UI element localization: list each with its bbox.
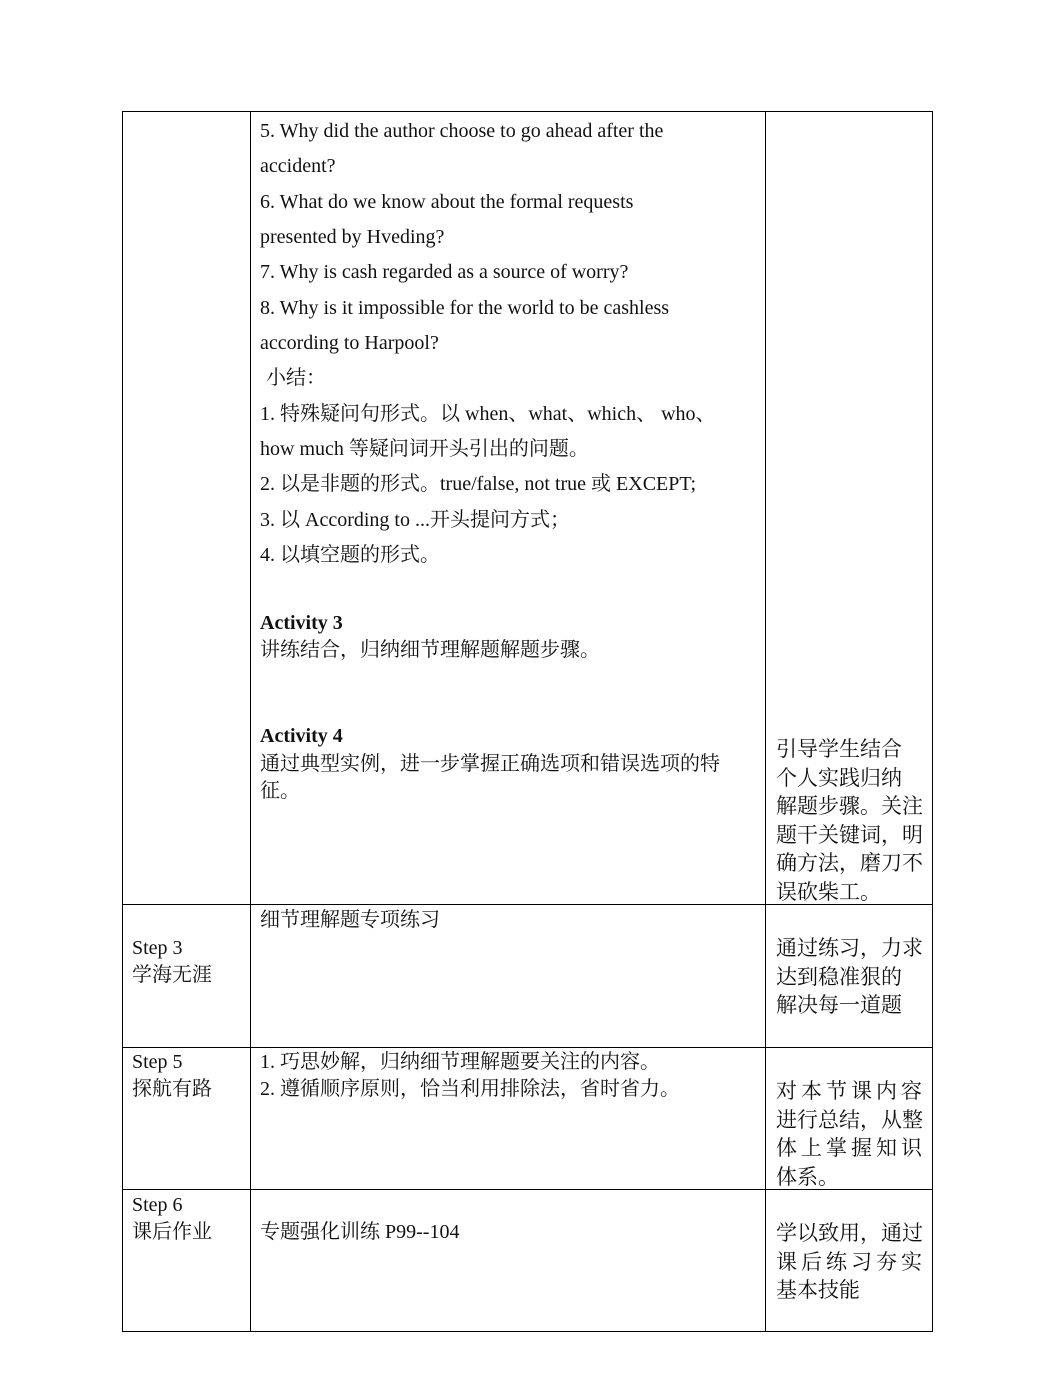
step5-note: [776, 1077, 926, 1191]
note-line: 误砍柴工。: [776, 879, 881, 904]
note-line: 个人实践归纳: [776, 765, 902, 790]
note-line: 学以致用，通过: [776, 1221, 923, 1245]
step6-content: 专题强化训练 P99--104: [260, 1221, 460, 1243]
activity3-desc: 讲练结合，归纳细节理解题解题步骤。: [260, 639, 600, 661]
step5-content: 2. 遵循顺序原则，恰当利用排除法，省时省力。: [260, 1078, 680, 1100]
note-line: 解决每一道题: [776, 993, 902, 1017]
note-line: 对本节课内容: [776, 1079, 926, 1103]
step5-label: Step 5: [132, 1051, 183, 1073]
note-line: 达到稳准狠的: [776, 964, 902, 989]
note-line: 通过练习，力求: [776, 936, 923, 960]
summary-item: 2. 以是非题的形式。true/false, not true 或 EXCEPT;: [260, 473, 697, 495]
question-line: 8. Why is it impossible for the world to be cashless: [260, 297, 670, 319]
step3-label: Step 3: [132, 937, 183, 959]
column-divider-1: [250, 111, 251, 1332]
note-line: 确方法，磨刀不: [776, 851, 923, 875]
step3-name: 学海无涯: [132, 964, 212, 986]
activity4-desc: 征。: [260, 780, 300, 802]
activity3-title: Activity 3: [260, 612, 343, 634]
activity4-title: Activity 4: [260, 725, 343, 747]
summary-heading: 小结：: [266, 367, 326, 389]
step5-content: 1. 巧思妙解，归纳细节理解题要关注的内容。: [260, 1051, 660, 1073]
summary-item: 3. 以 According to ...开头提问方式；: [260, 509, 570, 531]
summary-item: how much 等疑问词开头引出的问题。: [260, 438, 589, 460]
step6-label: Step 6: [132, 1194, 183, 1216]
summary-item: 4. 以填空题的形式。: [260, 544, 440, 566]
question-line: accident?: [260, 155, 336, 177]
step6-name: 课后作业: [132, 1221, 212, 1243]
note-line: 基本技能: [776, 1278, 860, 1302]
note-line: 题干关键词，明: [776, 822, 923, 847]
question-line: 7. Why is cash regarded as a source of worry?: [260, 261, 629, 283]
note-line: 进行总结，从整: [776, 1107, 923, 1132]
question-line: presented by Hveding?: [260, 226, 445, 248]
summary-item: 1. 特殊疑问句形式。以 when、what、which、 who、: [260, 403, 716, 425]
note-line: 引导学生结合: [776, 737, 902, 761]
column-divider-2: [765, 111, 766, 1332]
question-line: 6. What do we know about the formal requests: [260, 191, 634, 213]
question-line: 5. Why did the author choose to go ahead after the: [260, 120, 664, 142]
note-line: 体上掌握知识: [776, 1136, 926, 1160]
note-line: 解题步骤。关注: [776, 794, 923, 818]
note-line: 课后练习夯实: [776, 1249, 926, 1274]
step3-content: 细节理解题专项练习: [260, 909, 440, 931]
row-divider-step5: [122, 1047, 933, 1048]
activity4-note: [776, 735, 926, 906]
activity4-desc: 通过典型实例，进一步掌握正确选项和错误选项的特: [260, 753, 720, 775]
step3-note: [776, 934, 926, 1020]
step5-name: 探航有路: [132, 1078, 212, 1100]
step6-note: [776, 1219, 926, 1305]
note-line: 体系。: [776, 1164, 839, 1189]
question-line: according to Harpool?: [260, 332, 439, 354]
